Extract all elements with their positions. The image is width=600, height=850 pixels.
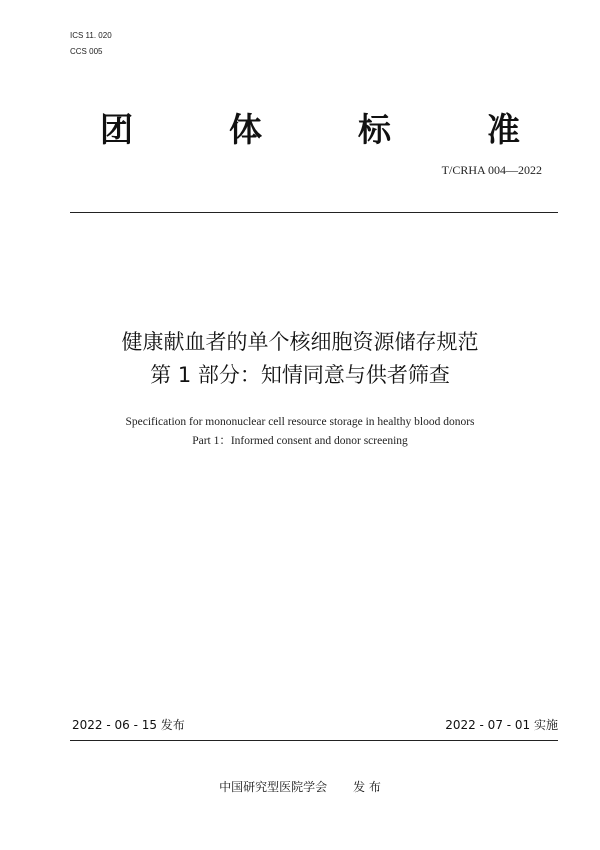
classification-codes bbox=[70, 28, 112, 60]
standard-number: T/CRHA 004—2022 bbox=[441, 163, 542, 177]
standard-type-char: 标 bbox=[358, 110, 391, 149]
standard-type-heading bbox=[100, 110, 520, 150]
english-title-line-1: Specification for mononuclear cell resource storage in healthy blood donors bbox=[125, 416, 475, 428]
publisher-name: 中国研究型医院学会 bbox=[219, 780, 328, 794]
issue-date: 2022 - 06 - 15 发布 bbox=[72, 718, 185, 732]
ics-code: ICS 11. 020 bbox=[70, 31, 112, 40]
publisher-action: 发 布 bbox=[353, 780, 381, 794]
ccs-code: CCS 005 bbox=[70, 47, 103, 56]
chinese-title bbox=[0, 326, 600, 392]
standard-type-char: 体 bbox=[229, 110, 262, 149]
english-title bbox=[0, 413, 600, 451]
english-title-line-2: Part 1：Informed consent and donor screening bbox=[192, 435, 408, 447]
effective-date: 2022 - 07 - 01 实施 bbox=[445, 718, 558, 732]
chinese-title-line-2: 第 1 部分：知情同意与供者筛查 bbox=[150, 363, 450, 387]
standard-type-char: 准 bbox=[487, 110, 520, 149]
publisher-line bbox=[0, 778, 600, 795]
header-divider bbox=[70, 212, 558, 213]
footer-divider bbox=[70, 740, 558, 741]
chinese-title-line-1: 健康献血者的单个核细胞资源储存规范 bbox=[121, 330, 479, 354]
standard-type-char: 团 bbox=[100, 110, 133, 149]
